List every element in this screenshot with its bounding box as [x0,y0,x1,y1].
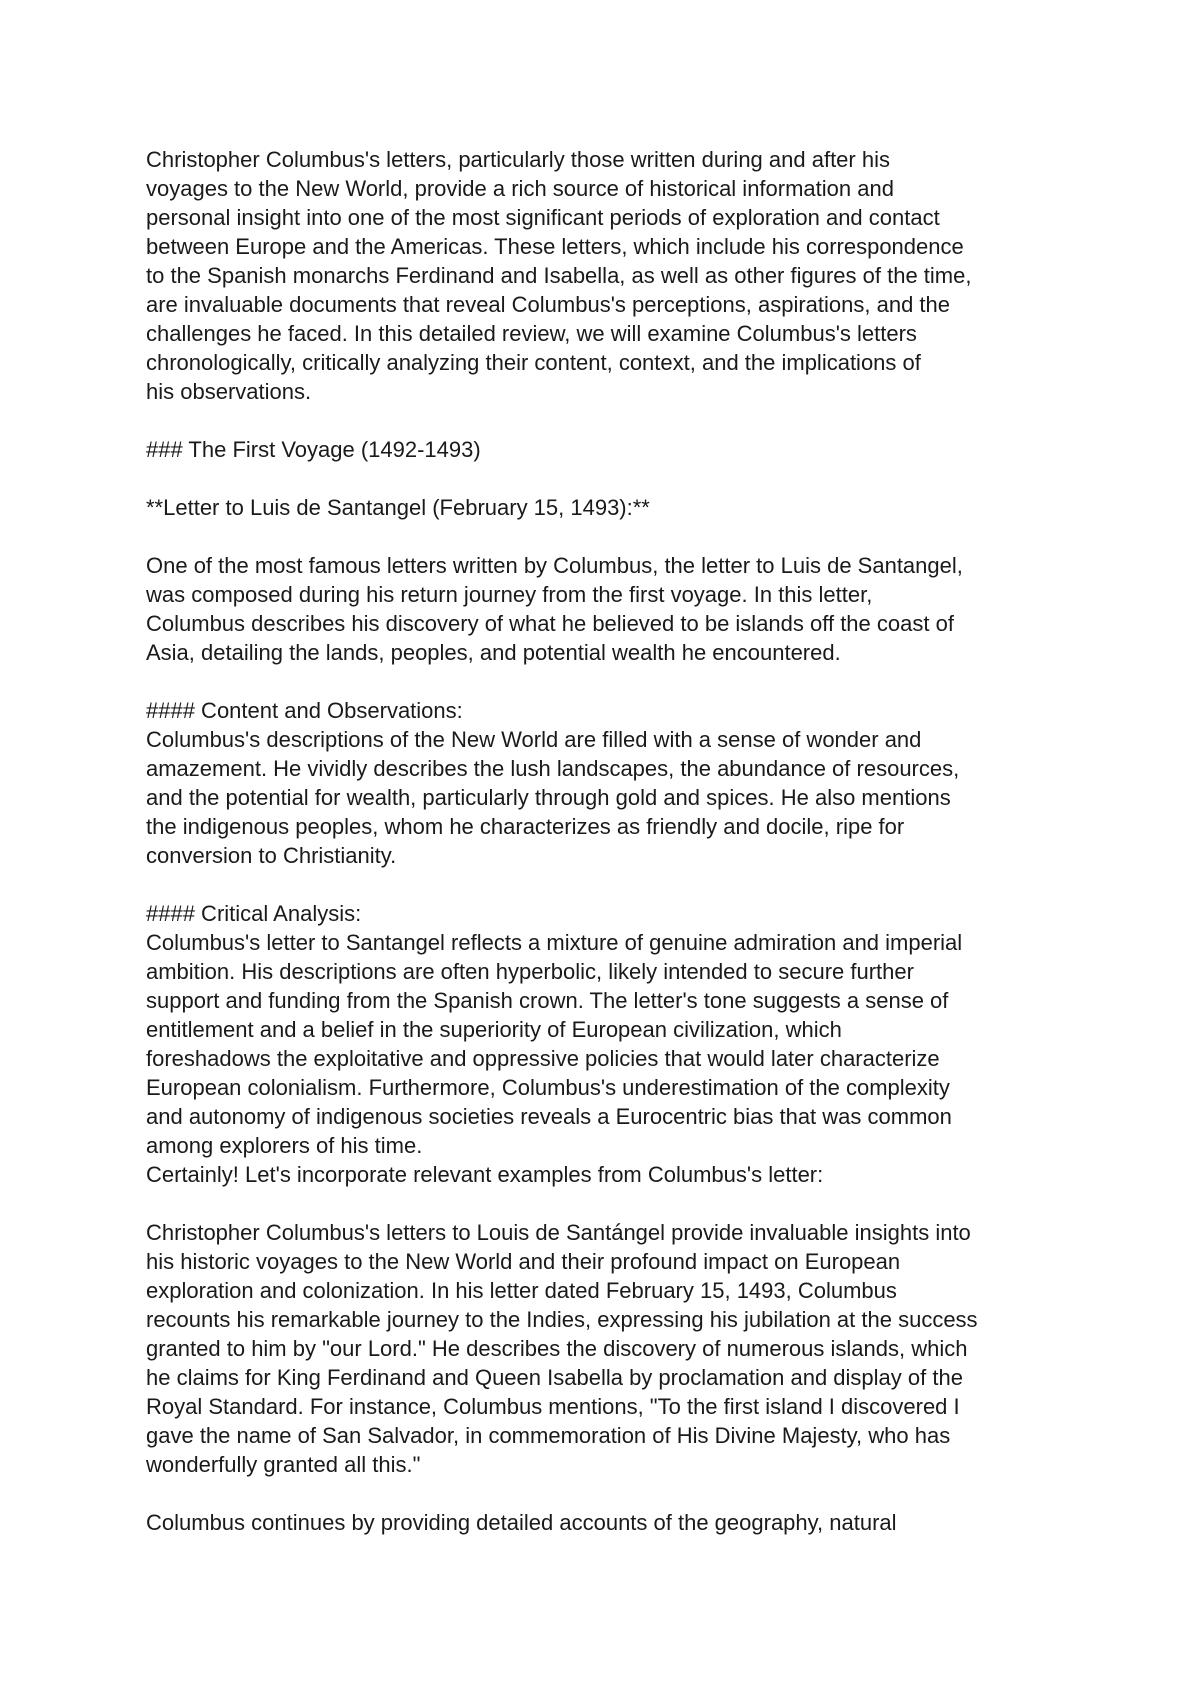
text-line: #### Content and Observations: [146,698,463,723]
text-line: Christopher Columbus's letters, particularly those written during and after his [146,147,890,172]
text-line: Royal Standard. For instance, Columbus mentions, "To the first island I discovered I [146,1394,960,1419]
paragraph-content-observations [146,696,1071,870]
text-line: the indigenous peoples, whom he characterizes as friendly and docile, ripe for [146,814,905,839]
paragraph-intro [146,145,1071,406]
text-line: entitlement and a belief in the superiority of European civilization, which [146,1017,842,1042]
text-line: granted to him by "our Lord." He describes the discovery of numerous islands, which [146,1336,968,1361]
document-body [146,145,1071,1566]
text-line: was composed during his return journey from the first voyage. In this letter, [146,582,873,607]
text-line: European colonialism. Furthermore, Columbus's underestimation of the complexity [146,1075,950,1100]
text-line: Asia, detailing the lands, peoples, and potential wealth he encountered. [146,640,841,665]
text-line: Columbus describes his discovery of what he believed to be islands off the coast of [146,611,954,636]
text-line: he claims for King Ferdinand and Queen Isabella by proclamation and display of the [146,1365,963,1390]
text-line: conversion to Christianity. [146,843,397,868]
text-line: Certainly! Let's incorporate relevant examples from Columbus's letter: [146,1162,824,1187]
text-line: and autonomy of indigenous societies reveals a Eurocentric bias that was common [146,1104,952,1129]
text-line: wonderfully granted all this." [146,1452,421,1477]
text-line: to the Spanish monarchs Ferdinand and Isabella, as well as other figures of the time, [146,263,972,288]
text-line: Christopher Columbus's letters to Louis de Santángel provide invaluable insights into [146,1220,971,1245]
text-line: chronologically, critically analyzing their content, context, and the implications of [146,350,921,375]
text-line: ambition. His descriptions are often hyperbolic, likely intended to secure further [146,959,914,984]
text-line: between Europe and the Americas. These letters, which include his correspondence [146,234,964,259]
paragraph-heading-first-voyage [146,435,1071,464]
paragraph-certainly [146,1160,1071,1189]
paragraph-examples [146,1218,1071,1479]
text-line: voyages to the New World, provide a rich source of historical information and [146,176,894,201]
text-line: personal insight into one of the most significant periods of exploration and contact [146,205,940,230]
text-line: One of the most famous letters written by Columbus, the letter to Luis de Santangel, [146,553,963,578]
text-line: his observations. [146,379,312,404]
text-line: amazement. He vividly describes the lush landscapes, the abundance of resources, [146,756,960,781]
text-line: and the potential for wealth, particularly through gold and spices. He also mentions [146,785,951,810]
text-line: Columbus's descriptions of the New World are filled with a sense of wonder and [146,727,922,752]
text-line: recounts his remarkable journey to the Indies, expressing his jubilation at the success [146,1307,978,1332]
text-line: ### The First Voyage (1492-1493) [146,437,481,462]
text-line: challenges he faced. In this detailed review, we will examine Columbus's letters [146,321,917,346]
text-line: support and funding from the Spanish crown. The letter's tone suggests a sense of [146,988,949,1013]
text-line: **Letter to Luis de Santangel (February 15, 1493):** [146,495,650,520]
text-line: gave the name of San Salvador, in commemoration of His Divine Majesty, who has [146,1423,951,1448]
text-line: #### Critical Analysis: [146,901,362,926]
paragraph-critical-analysis [146,899,1071,1160]
text-line: foreshadows the exploitative and oppressive policies that would later characterize [146,1046,940,1071]
text-line: exploration and colonization. In his letter dated February 15, 1493, Columbus [146,1278,897,1303]
text-line: are invaluable documents that reveal Columbus's perceptions, aspirations, and the [146,292,950,317]
text-line: Columbus continues by providing detailed accounts of the geography, natural [146,1510,897,1535]
paragraph-continues [146,1508,1071,1537]
paragraph-heading-letter-santangel [146,493,1071,522]
text-line: Columbus's letter to Santangel reflects a mixture of genuine admiration and imperial [146,930,963,955]
text-line: among explorers of his time. [146,1133,423,1158]
text-line: his historic voyages to the New World and their profound impact on European [146,1249,901,1274]
paragraph-letter-summary [146,551,1071,667]
